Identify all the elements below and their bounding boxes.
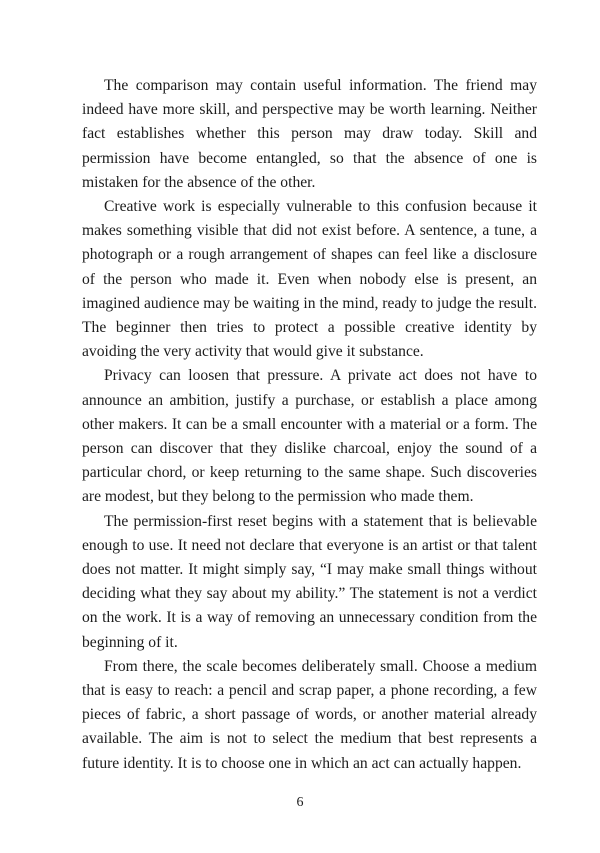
paragraph: Creative work is especially vulnerable to this confusion because it makes something visible that did not exist before. A sentence, a tune, a photograph or a rough arrangement of shapes can feel like a disclosure of the person who made it. Even when nobody else is present, an imagined audience may be waiting in the mind, ready to judge the result. The beginner then tries to protect a possible creative identity by avoiding the very activity that would give it substance. [82,198,537,361]
paragraph: The comparison may contain useful information. The friend may indeed have more skill, and perspective may be worth learning. Neither fact establishes whether this person may draw today. Skill and permission have become entangled, so that the absence of one is mistaken for the absence of the other. [82,77,537,191]
paragraph: From there, the scale becomes deliberately small. Choose a medium that is easy to reach: a pencil and scrap paper, a phone recording, a few pieces of fabric, a short passage of words, or another material already available. The aim is not to select the medium that best represents a future identity. It is to choose one in which an act can actually happen. [82,657,537,772]
paragraph: Privacy can loosen that pressure. A private act does not have to announce an ambition, justify a purchase, or establish a place among other makers. It can be a small encounter with a material or a form. The person can discover that they dislike charcoal, enjoy the sound of a particular chord, or keep returning to the same shape. Such discoveries are modest, but they belong to the permission who made them. [82,367,537,506]
paragraph: The permission-first reset begins with a statement that is believable enough to use. It need not declare that everyone is an artist or that talent does not matter. It might simply say, “I may make small things without deciding what they say about my ability.” The statement is not a verdict on the work. It is a way of removing an unnecessary condition from the beginning of it. [82,512,537,651]
body-text [82,74,537,776]
page-number: 6 [296,795,304,810]
